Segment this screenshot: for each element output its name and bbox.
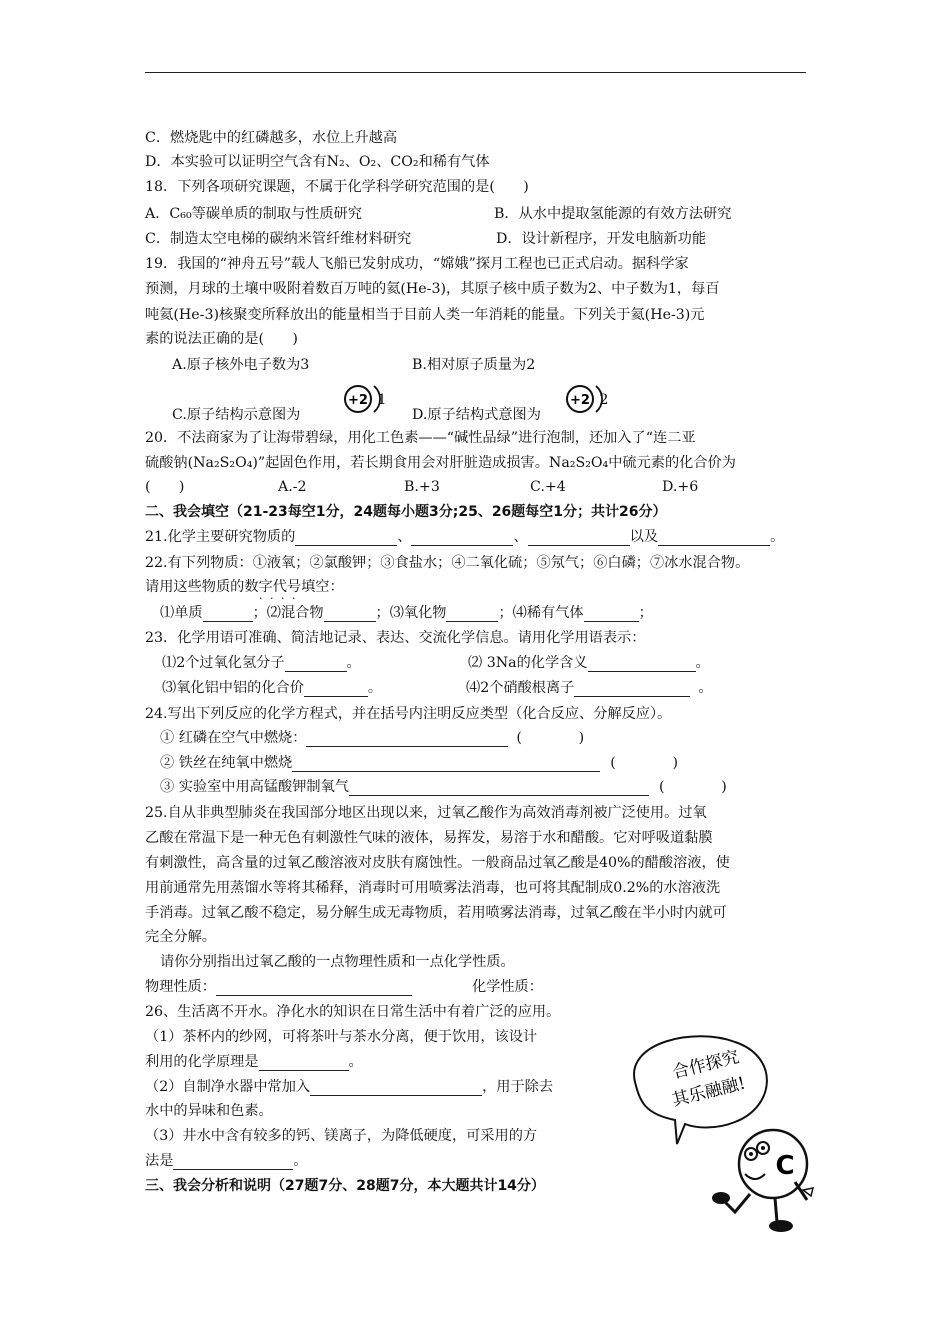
q25-line5: 手消毒。过氧乙酸不稳定，易分解生成无毒物质，若用喷雾法消毒，过氧乙酸在半小时内就可 xyxy=(145,905,727,921)
q25-line4: 用前通常先用蒸馏水等将其稀释，消毒时可用喷雾法消毒，也可将其配制成0.2%的水溶液洗 xyxy=(145,880,721,896)
q24-part-1-label: ① 红磷在空气中燃烧： xyxy=(160,730,307,746)
q26-stem: 26、生活离不开水。净化水的知识在日常生活中有着广泛的应用。 xyxy=(145,1004,561,1020)
q21-sep-3: 以及 xyxy=(629,529,659,545)
q26-part-2-line2: 水中的异味和色素。 xyxy=(145,1103,273,1119)
q26-part-2-suffix: ，用于除去 xyxy=(482,1079,554,1095)
q26-part-1-line2 xyxy=(145,1053,363,1071)
q19-stem-line3: 吨氦(He-3)核聚变所释放出的能量相当于目前人类一年消耗的能量。下列关于氦(He-3)元 xyxy=(145,307,705,323)
q19-option-a: A.原子核外电子数为3 xyxy=(172,357,310,373)
atom-diagram-d xyxy=(562,381,610,417)
q23-part-3 xyxy=(162,679,382,697)
q19-option-c: C.原子结构示意图为 xyxy=(172,407,301,423)
q23-stem: 23．化学用语可准确、简洁地记录、表达、交流化学信息。请用化学用语表示： xyxy=(145,630,646,646)
q22-part-3-label: ；⑶氧化物 xyxy=(375,605,447,621)
q17-option-c: C．燃烧匙中的红磷越多，水位上升越高 xyxy=(145,130,398,146)
q20-stem-line2: 硫酸钠(Na₂S₂O₄)”起固色作用，若长期食用会对肝脏造成损害。Na₂S₂O₄中硫元素的化合价为 xyxy=(145,455,736,471)
mascot-shoe-right xyxy=(769,1220,793,1232)
q23-part-2-label: ⑵ 3Na的化学含义 xyxy=(468,655,588,671)
bubble-text-line1: 合作探究 xyxy=(670,1047,742,1084)
bubble-text-line2: 其乐融融! xyxy=(670,1073,748,1111)
q24-equation-blank-2[interactable] xyxy=(292,757,600,772)
q23-part-1 xyxy=(162,654,361,672)
header-rule xyxy=(145,72,806,73)
atom-d-electron-count: 2 xyxy=(599,392,609,408)
q22-blanks xyxy=(160,604,653,622)
q23-blank-1[interactable] xyxy=(285,657,347,672)
q26-blank-1[interactable] xyxy=(259,1056,349,1071)
q23-period-3: 。 xyxy=(367,680,383,696)
q23-blank-2[interactable] xyxy=(588,657,696,672)
q18-option-a: A．C₆₀等碳单质的制取与性质研究 xyxy=(145,206,362,222)
q22-line1: 22.有下列物质：①液氧；②氯酸钾；③食盐水；④二氧化硫；⑤氖气；⑥白磷；⑦冰水混合物。 xyxy=(145,555,750,571)
q21-blank-3[interactable] xyxy=(528,531,630,546)
q25-chemical-label: 化学性质： xyxy=(471,979,543,995)
mascot-letter: C xyxy=(775,1151,795,1181)
q26-part-3-label: 法是 xyxy=(145,1153,174,1169)
q23-part-4 xyxy=(466,679,713,697)
q18-option-c: C．制造太空电梯的碳纳米管纤维材料研究 xyxy=(145,231,412,247)
q23-part-2 xyxy=(468,654,710,672)
q26-part-3-line1: （3）井水中含有较多的钙、镁离子，为降低硬度，可采用的方 xyxy=(145,1128,538,1144)
q23-part-1-label: ⑴2个过氧化氢分子 xyxy=(162,655,285,671)
q22-emphasis-dots: · · · · xyxy=(259,592,298,605)
q25-physical-blank[interactable] xyxy=(216,981,412,996)
q24-part-3-label: ③ 实验室中用高锰酸钾制氧气 xyxy=(160,779,349,795)
q23-part-4-label: ⑷2个硝酸根离子 xyxy=(466,680,575,696)
q25-line3: 有刺激性，高含量的过氧乙酸溶液对皮肤有腐蚀性。一般商品过氧乙酸是40%的醋酸溶液，使 xyxy=(145,855,730,871)
q20-option-c: C.+4 xyxy=(530,479,566,495)
q20-option-a: A.-2 xyxy=(278,479,307,495)
q25-instruction: 请你分别指出过氧乙酸的一点物理性质和一点化学性质。 xyxy=(160,954,515,970)
atom-diagram-c xyxy=(340,381,388,417)
q24-equation-blank-1[interactable] xyxy=(306,732,508,747)
q25-answers xyxy=(145,978,543,996)
q22-blank-3[interactable] xyxy=(446,607,498,622)
q26-part-2-line1 xyxy=(145,1078,553,1096)
q25-physical-label: 物理性质： xyxy=(145,979,216,995)
q22-blank-1[interactable] xyxy=(203,607,253,622)
q22-part-1-label: ⑴单质 xyxy=(160,605,203,621)
q19-stem-line1: 19．我国的“神舟五号”载人飞船已发射成功，“嫦娥”探月工程也已正式启动。据科学家 xyxy=(145,256,689,272)
q25-line2: 乙酸在常温下是一种无色有刺激性气味的液体，易挥发，易溶于水和醋酸。它对呼吸道黏膜 xyxy=(145,830,713,846)
q18-option-d: D．设计新程序，开发电脑新功能 xyxy=(496,231,707,247)
q20-stem-line1: 20．不法商家为了让海带碧绿，用化工色素——“碱性品绿”进行泡制，还加入了“连二亚 xyxy=(145,430,696,446)
q21-prefix: 21.化学主要研究物质的 xyxy=(145,529,296,545)
q21 xyxy=(145,528,784,546)
q26-blank-3[interactable] xyxy=(173,1155,293,1170)
q26-period-3: 。 xyxy=(293,1153,308,1169)
q26-part-3-line2 xyxy=(145,1152,308,1170)
q19-stem-line4: 素的说法正确的是( ) xyxy=(145,331,298,347)
q23-blank-3[interactable] xyxy=(304,682,368,697)
q24-equation-blank-3[interactable] xyxy=(349,781,649,796)
q23-part-3-label: ⑶氧化铝中铝的化合价 xyxy=(162,680,304,696)
q23-period-2: 。 xyxy=(695,655,710,671)
mascot-illustration xyxy=(615,1022,815,1242)
section-3-heading: 三、我会分析和说明（27题7分、28题7分，本大题共计14分） xyxy=(145,1178,545,1194)
q26-blank-2[interactable] xyxy=(310,1081,482,1096)
q22-blank-4[interactable] xyxy=(584,607,639,622)
q17-option-d: D．本实验可以证明空气含有N₂、O₂、CO₂和稀有气体 xyxy=(145,154,490,170)
q22-part-4-label: ；⑷稀有气体 xyxy=(498,605,584,621)
q24-part-2 xyxy=(160,754,678,772)
atom-c-electron-count: 1 xyxy=(377,392,387,408)
q24-type-blank-1[interactable]: ( ) xyxy=(516,730,585,746)
q26-part-1-label: 利用的化学原理是 xyxy=(145,1054,259,1070)
q25-line6: 完全分解。 xyxy=(145,929,216,945)
q22-end: ； xyxy=(638,605,653,621)
q18-option-b: B．从水中提取氢能源的有效方法研究 xyxy=(494,206,732,222)
section-2-heading: 二、我会填空（21-23每空1分，24题每小题3分;25、26题每空1分；共计26分） xyxy=(145,504,667,520)
q22-part-2-label: ；⑵混合物 xyxy=(252,605,324,621)
q21-end: 。 xyxy=(770,529,785,545)
atom-d-nucleus-label: +2 xyxy=(570,393,590,408)
q21-blank-4[interactable] xyxy=(658,531,770,546)
q22-line2: 请用这些物质的数字代号填空： xyxy=(145,579,344,595)
q20-option-d: D.+6 xyxy=(662,479,699,495)
mascot-head xyxy=(739,1130,807,1198)
q23-blank-4[interactable] xyxy=(574,682,690,697)
q24-part-2-label: ② 铁丝在纯氧中燃烧 xyxy=(160,755,293,771)
q24-stem: 24.写出下列反应的化学方程式，并在括号内注明反应类型（化合反应、分解反应）。 xyxy=(145,706,672,722)
q23-period-4: 。 xyxy=(698,680,713,696)
q24-type-blank-3[interactable]: ( ) xyxy=(658,779,727,795)
atom-c-nucleus-label: +2 xyxy=(348,393,368,408)
mascot-pupil-left xyxy=(749,1152,753,1156)
q24-part-1 xyxy=(160,729,584,747)
q26-part-1-line1: （1）茶杯内的纱网，可将茶叶与茶水分离，便于饮用，该设计 xyxy=(145,1029,538,1045)
q20-bracket: ( ) xyxy=(145,479,185,495)
q24-type-blank-2[interactable]: ( ) xyxy=(610,755,679,771)
q21-blank-1[interactable] xyxy=(295,531,397,546)
mascot-pupil-right xyxy=(761,1146,765,1150)
q21-blank-2[interactable] xyxy=(411,531,513,546)
q25-line1: 25.自从非典型肺炎在我国部分地区出现以来，过氧乙酸作为高效消毒剂被广泛使用。过氧 xyxy=(145,805,707,821)
q26-period-1: 。 xyxy=(348,1054,363,1070)
q19-stem-line2: 预测，月球的土壤中吸附着数百万吨的氦(He-3)，其原子核中质子数为2、中子数为1，每百 xyxy=(145,281,720,297)
q19-option-d: D.原子结构式意图为 xyxy=(412,407,541,423)
mascot-leg-right xyxy=(775,1198,777,1222)
q21-sep-1: 、 xyxy=(397,529,412,545)
q18-stem: 18．下列各项研究课题，不属于化学科学研究范围的是( ) xyxy=(145,179,529,195)
q21-sep-2: 、 xyxy=(513,529,528,545)
q26-part-2-label: （2）自制净水器中常加入 xyxy=(145,1079,311,1095)
q23-period-1: 。 xyxy=(346,655,361,671)
mascot-shoe-left xyxy=(712,1192,730,1204)
q22-blank-2[interactable] xyxy=(324,607,376,622)
q19-option-b: B.相对原子质量为2 xyxy=(412,357,536,373)
q20-option-b: B.+3 xyxy=(404,479,440,495)
q24-part-3 xyxy=(160,778,727,796)
